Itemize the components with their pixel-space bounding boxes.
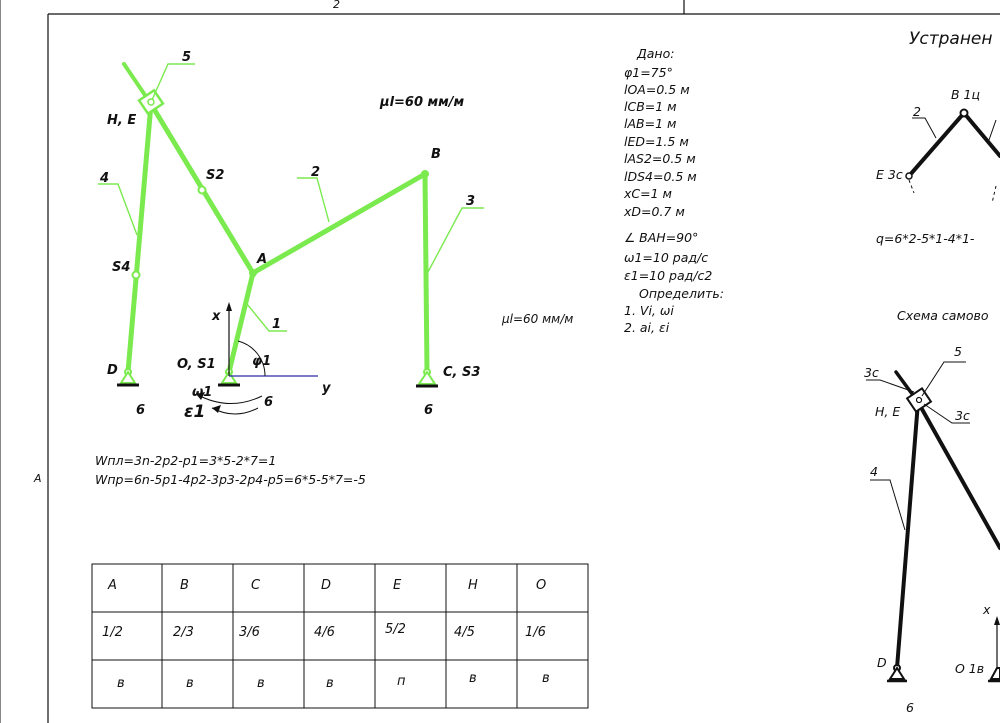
given-omega: ω1=10 рад/с bbox=[624, 250, 709, 265]
given-epsilon: ε1=10 рад/с2 bbox=[624, 268, 713, 283]
given-line-9: xD=0.7 м bbox=[624, 204, 685, 219]
scheme-label-3c-right: 3с bbox=[955, 408, 970, 423]
label-5: 5 bbox=[182, 50, 192, 65]
given-line-5: lED=1.5 м bbox=[624, 134, 689, 149]
point-s4 bbox=[133, 272, 140, 279]
joint-b bbox=[421, 170, 429, 178]
table-type-o: в bbox=[542, 671, 550, 686]
formula-w-plane: Wпл=3n-2p2-p1=3*5-2*7=1 bbox=[95, 453, 277, 468]
scheme-support-d bbox=[887, 665, 907, 681]
table-link-d: 4/6 bbox=[314, 625, 335, 640]
right-label-2: 2 bbox=[913, 104, 921, 119]
label-phi1: φ1 bbox=[252, 354, 272, 369]
given-line-1: φ1=75° bbox=[624, 65, 673, 80]
label-c-s3: C, S3 bbox=[443, 365, 481, 380]
scale-label-right: μl=60 мм/м bbox=[502, 312, 574, 326]
label-d: D bbox=[107, 363, 118, 378]
joint-a bbox=[249, 269, 257, 277]
label-o-s1: O, S1 bbox=[177, 357, 216, 372]
leader-4 bbox=[98, 184, 137, 235]
label-epsilon1: ε1 bbox=[184, 402, 206, 422]
table-link-a: 1/2 bbox=[102, 625, 123, 640]
label-s4: S4 bbox=[112, 260, 131, 275]
given-line-8: xC=1 м bbox=[624, 186, 672, 201]
table-type-e: п bbox=[397, 674, 406, 689]
right-scheme-title: Схема самово bbox=[897, 308, 989, 323]
table-type-d: в bbox=[326, 676, 334, 691]
given-title: Дано: bbox=[637, 46, 675, 61]
table-type-a: в bbox=[117, 676, 125, 691]
table-header-e: E bbox=[393, 578, 402, 593]
given-angle: ∠ BAH=90° bbox=[624, 230, 699, 245]
table-header-o: O bbox=[536, 578, 547, 593]
label-s2: S2 bbox=[206, 168, 225, 183]
given-line-6: lAS2=0.5 м bbox=[624, 151, 696, 166]
table-border bbox=[92, 564, 588, 708]
group-dash-c bbox=[992, 186, 996, 203]
given-line-4: lAB=1 м bbox=[624, 116, 677, 131]
table-link-b: 2/3 bbox=[173, 625, 194, 640]
sheet-top-index: 2 bbox=[333, 0, 340, 11]
scheme-label-4: 4 bbox=[870, 464, 878, 479]
find-title: Определить: bbox=[639, 286, 724, 301]
label-2: 2 bbox=[311, 165, 321, 180]
label-y: y bbox=[322, 381, 331, 396]
scheme-label-x: x bbox=[983, 602, 991, 617]
group-leader-3 bbox=[989, 120, 996, 140]
given-line-2: lOA=0.5 м bbox=[624, 82, 690, 97]
support-d bbox=[117, 369, 139, 385]
group-link-3 bbox=[964, 113, 1000, 156]
group-joint-e bbox=[906, 173, 912, 179]
scheme-label-d: D bbox=[877, 655, 887, 670]
table-link-o: 1/6 bbox=[525, 625, 546, 640]
scheme-label-h-e: H, E bbox=[875, 404, 901, 419]
scheme-support-o bbox=[988, 616, 1000, 681]
scheme-label-6: 6 bbox=[906, 700, 914, 715]
support-c bbox=[416, 369, 438, 386]
label-b: B bbox=[431, 147, 441, 162]
find-1: 1. Vi, ωi bbox=[624, 303, 674, 318]
axis-x-arrow bbox=[226, 302, 232, 311]
label-4: 4 bbox=[100, 171, 110, 186]
group-leader-2 bbox=[912, 118, 936, 138]
link-3 bbox=[425, 174, 427, 372]
table-link-e: 5/2 bbox=[385, 622, 406, 637]
given-data bbox=[623, 46, 724, 335]
scheme-label-3c-left: 3с bbox=[864, 365, 879, 380]
scheme-leader-4 bbox=[870, 480, 905, 530]
point-s2 bbox=[199, 187, 206, 194]
table-type-h: в bbox=[469, 671, 477, 686]
label-3: 3 bbox=[466, 194, 476, 209]
label-h-e: H, E bbox=[107, 113, 137, 128]
given-line-3: lCB=1 м bbox=[624, 99, 677, 114]
label-6-o: 6 bbox=[264, 395, 274, 410]
table-link-h: 4/5 bbox=[454, 625, 475, 640]
leader-2 bbox=[297, 178, 329, 222]
scheme-label-o-1v: O 1в bbox=[955, 661, 985, 676]
formula-w-space: Wпр=6n-5p1-4p2-3p3-2p4-p5=6*5-5*7=-5 bbox=[95, 472, 366, 487]
label-6-d: 6 bbox=[136, 403, 146, 418]
given-line-7: lDS4=0.5 м bbox=[624, 169, 697, 184]
scheme-link-4 bbox=[897, 402, 918, 668]
table-header-h: H bbox=[468, 578, 478, 593]
mechanism-scheme bbox=[98, 50, 573, 422]
table-link-c: 3/6 bbox=[239, 625, 260, 640]
label-x: x bbox=[212, 309, 221, 324]
right-b-label: B 1ц bbox=[951, 87, 981, 102]
link-1 bbox=[229, 273, 253, 372]
label-omega1: ω1 bbox=[192, 385, 213, 400]
group-dash-e bbox=[909, 180, 914, 193]
right-e-label: E 3с bbox=[876, 167, 903, 182]
table-header-a: A bbox=[108, 578, 117, 593]
right-panel bbox=[864, 29, 1000, 715]
right-title: Устранен bbox=[909, 29, 993, 49]
table-type-b: в bbox=[186, 676, 194, 691]
group-link-2 bbox=[909, 113, 964, 176]
sheet-side-index: A bbox=[34, 472, 42, 485]
scheme-label-5: 5 bbox=[954, 344, 962, 359]
right-q-formula: q=6*2-5*1-4*1- bbox=[876, 231, 975, 246]
table-header-d: D bbox=[321, 578, 332, 593]
pairs-table bbox=[92, 564, 588, 708]
scheme-leader-5 bbox=[922, 362, 966, 396]
find-2: 2. ai, εi bbox=[624, 320, 670, 335]
link-4 bbox=[128, 104, 151, 372]
scheme-link-2 bbox=[918, 402, 1000, 548]
label-6-c: 6 bbox=[424, 403, 434, 418]
link-2 bbox=[253, 174, 425, 273]
table-header-b: B bbox=[180, 578, 189, 593]
scale-label: μl=60 мм/м bbox=[380, 95, 465, 110]
table-type-c: в bbox=[257, 676, 265, 691]
label-a: A bbox=[257, 252, 268, 267]
table-header-c: C bbox=[251, 578, 261, 593]
leader-3 bbox=[428, 208, 484, 272]
label-1: 1 bbox=[272, 317, 282, 332]
leader-5 bbox=[152, 64, 195, 100]
group-joint-b bbox=[961, 110, 968, 117]
